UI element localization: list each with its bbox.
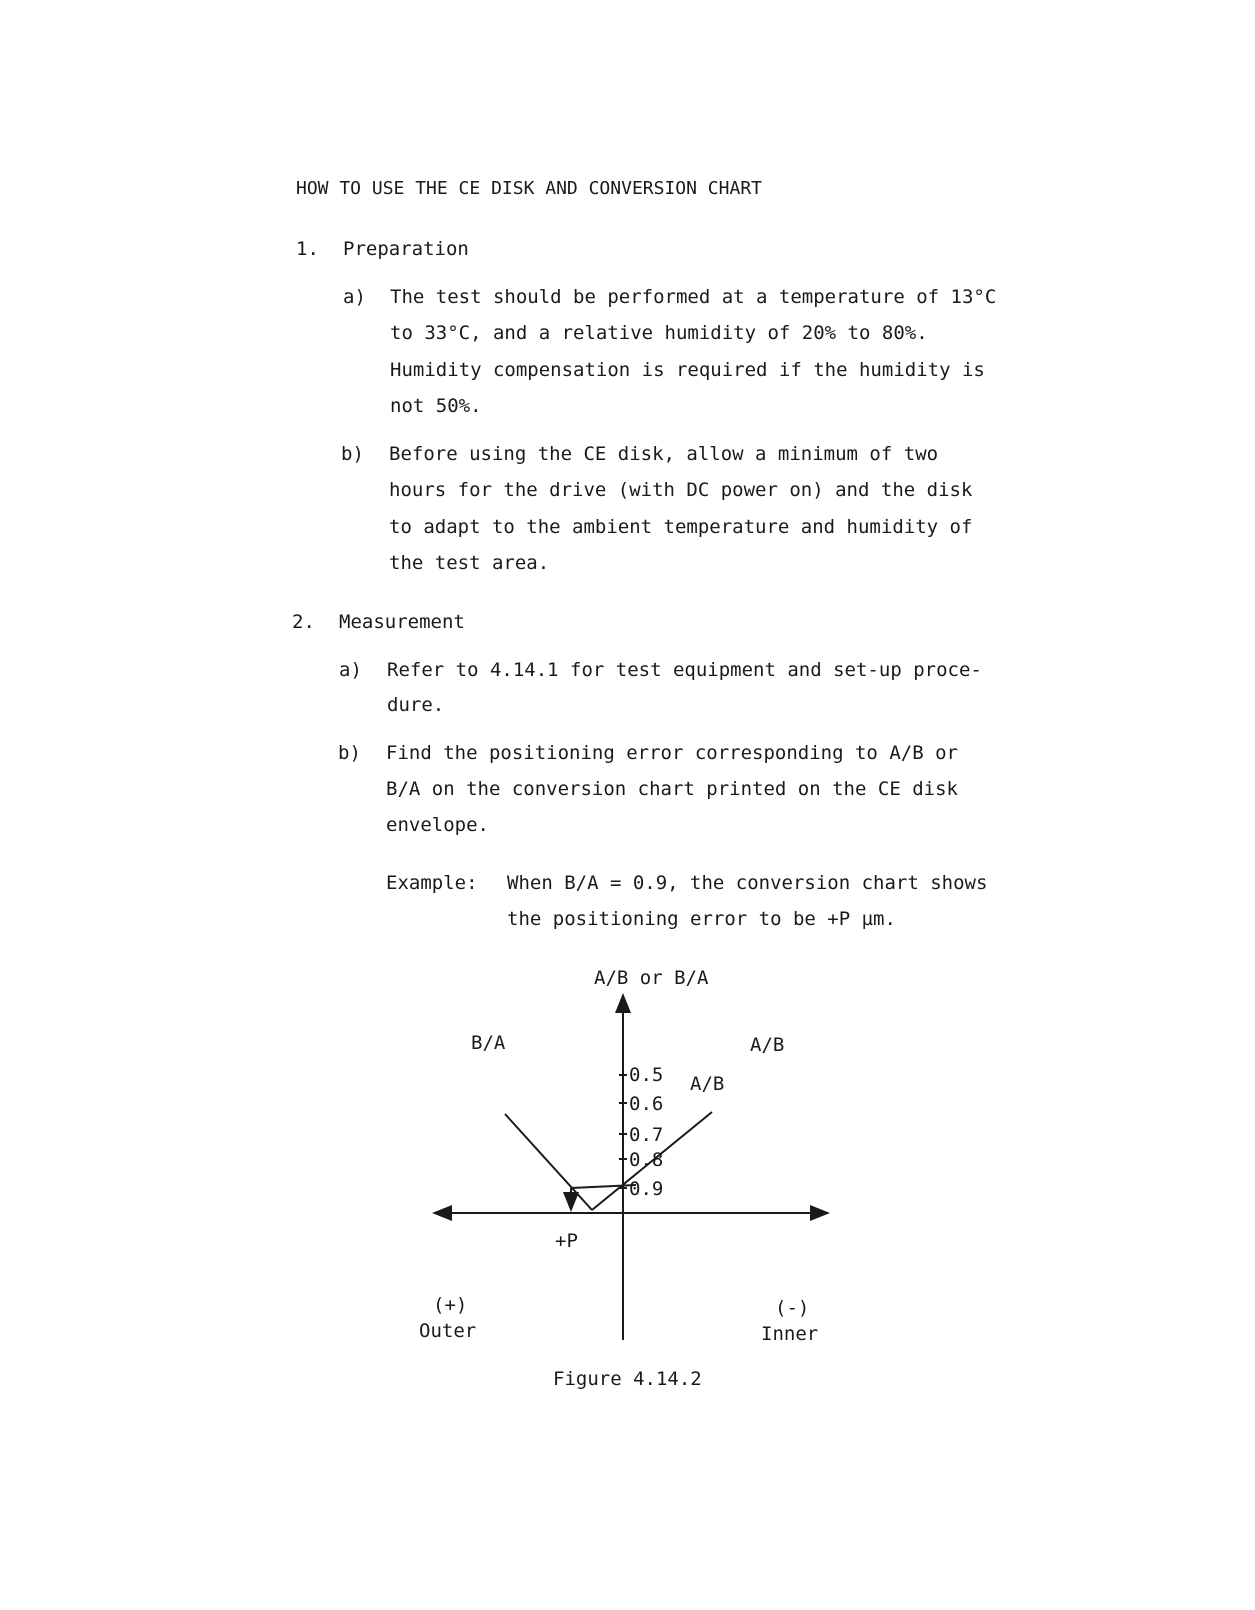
section-1-item-a-line: not 50%. xyxy=(390,395,482,417)
section-2-item-b-line: B/A on the conversion chart printed on the CE disk xyxy=(386,778,958,800)
section-1-item-a-line: Humidity compensation is required if the humidity is xyxy=(390,359,985,381)
section-1-item-a-line: The test should be performed at a temperature of 13°C xyxy=(390,286,997,308)
b-a-curve xyxy=(505,1114,592,1210)
section-2-number: 2. xyxy=(292,611,315,633)
section-2-item-a-line: dure. xyxy=(387,694,445,716)
a-b-curve-label: A/B xyxy=(750,1034,785,1056)
y-axis-label: A/B or B/A xyxy=(594,967,709,989)
section-1-item-a-line: to 33°C, and a relative humidity of 20% to 80%. xyxy=(390,322,928,344)
tick-label: 0.5 xyxy=(629,1064,664,1086)
section-2-item-b-mark: b) xyxy=(338,742,361,764)
inner-label: Inner xyxy=(761,1323,819,1345)
outer-sign: (+) xyxy=(433,1294,468,1316)
example-line: When B/A = 0.9, the conversion chart shows xyxy=(507,872,988,894)
figure-caption: Figure 4.14.2 xyxy=(553,1368,702,1390)
section-1-item-b-line: to adapt to the ambient temperature and humidity of xyxy=(389,516,973,538)
section-1-heading: Preparation xyxy=(343,238,469,260)
section-1-item-b-line: Before using the CE disk, allow a minimum of two xyxy=(389,443,939,465)
section-1-number: 1. xyxy=(296,238,319,260)
page-title: HOW TO USE THE CE DISK AND CONVERSION CHART xyxy=(296,178,762,199)
tick-label: 0.8 xyxy=(629,1149,664,1171)
section-1-item-b-line: the test area. xyxy=(389,552,550,574)
section-1-item-b-line: hours for the drive (with DC power on) and the disk xyxy=(389,479,973,501)
inner-sign: (-) xyxy=(775,1297,810,1319)
section-2-heading: Measurement xyxy=(339,611,465,633)
example-label: Example: xyxy=(386,872,478,894)
plus-p-label: +P xyxy=(555,1230,578,1252)
b-a-curve-label: B/A xyxy=(471,1032,506,1054)
section-1-item-b-mark: b) xyxy=(341,443,364,465)
example-line: the positioning error to be +P µm. xyxy=(507,908,896,930)
section-2-item-a-line: Refer to 4.14.1 for test equipment and set-up proce- xyxy=(387,659,982,681)
section-2-item-b-line: Find the positioning error corresponding to A/B or xyxy=(386,742,958,764)
inner-a-b-label: A/B xyxy=(690,1073,725,1095)
outer-label: Outer xyxy=(419,1320,477,1342)
tick-label: 0.9 xyxy=(629,1178,664,1200)
section-1-item-a-mark: a) xyxy=(343,286,366,308)
tick-label: 0.6 xyxy=(629,1093,664,1115)
section-2-item-a-mark: a) xyxy=(339,659,362,681)
tick-label: 0.7 xyxy=(629,1124,664,1146)
section-2-item-b-line: envelope. xyxy=(386,814,489,836)
